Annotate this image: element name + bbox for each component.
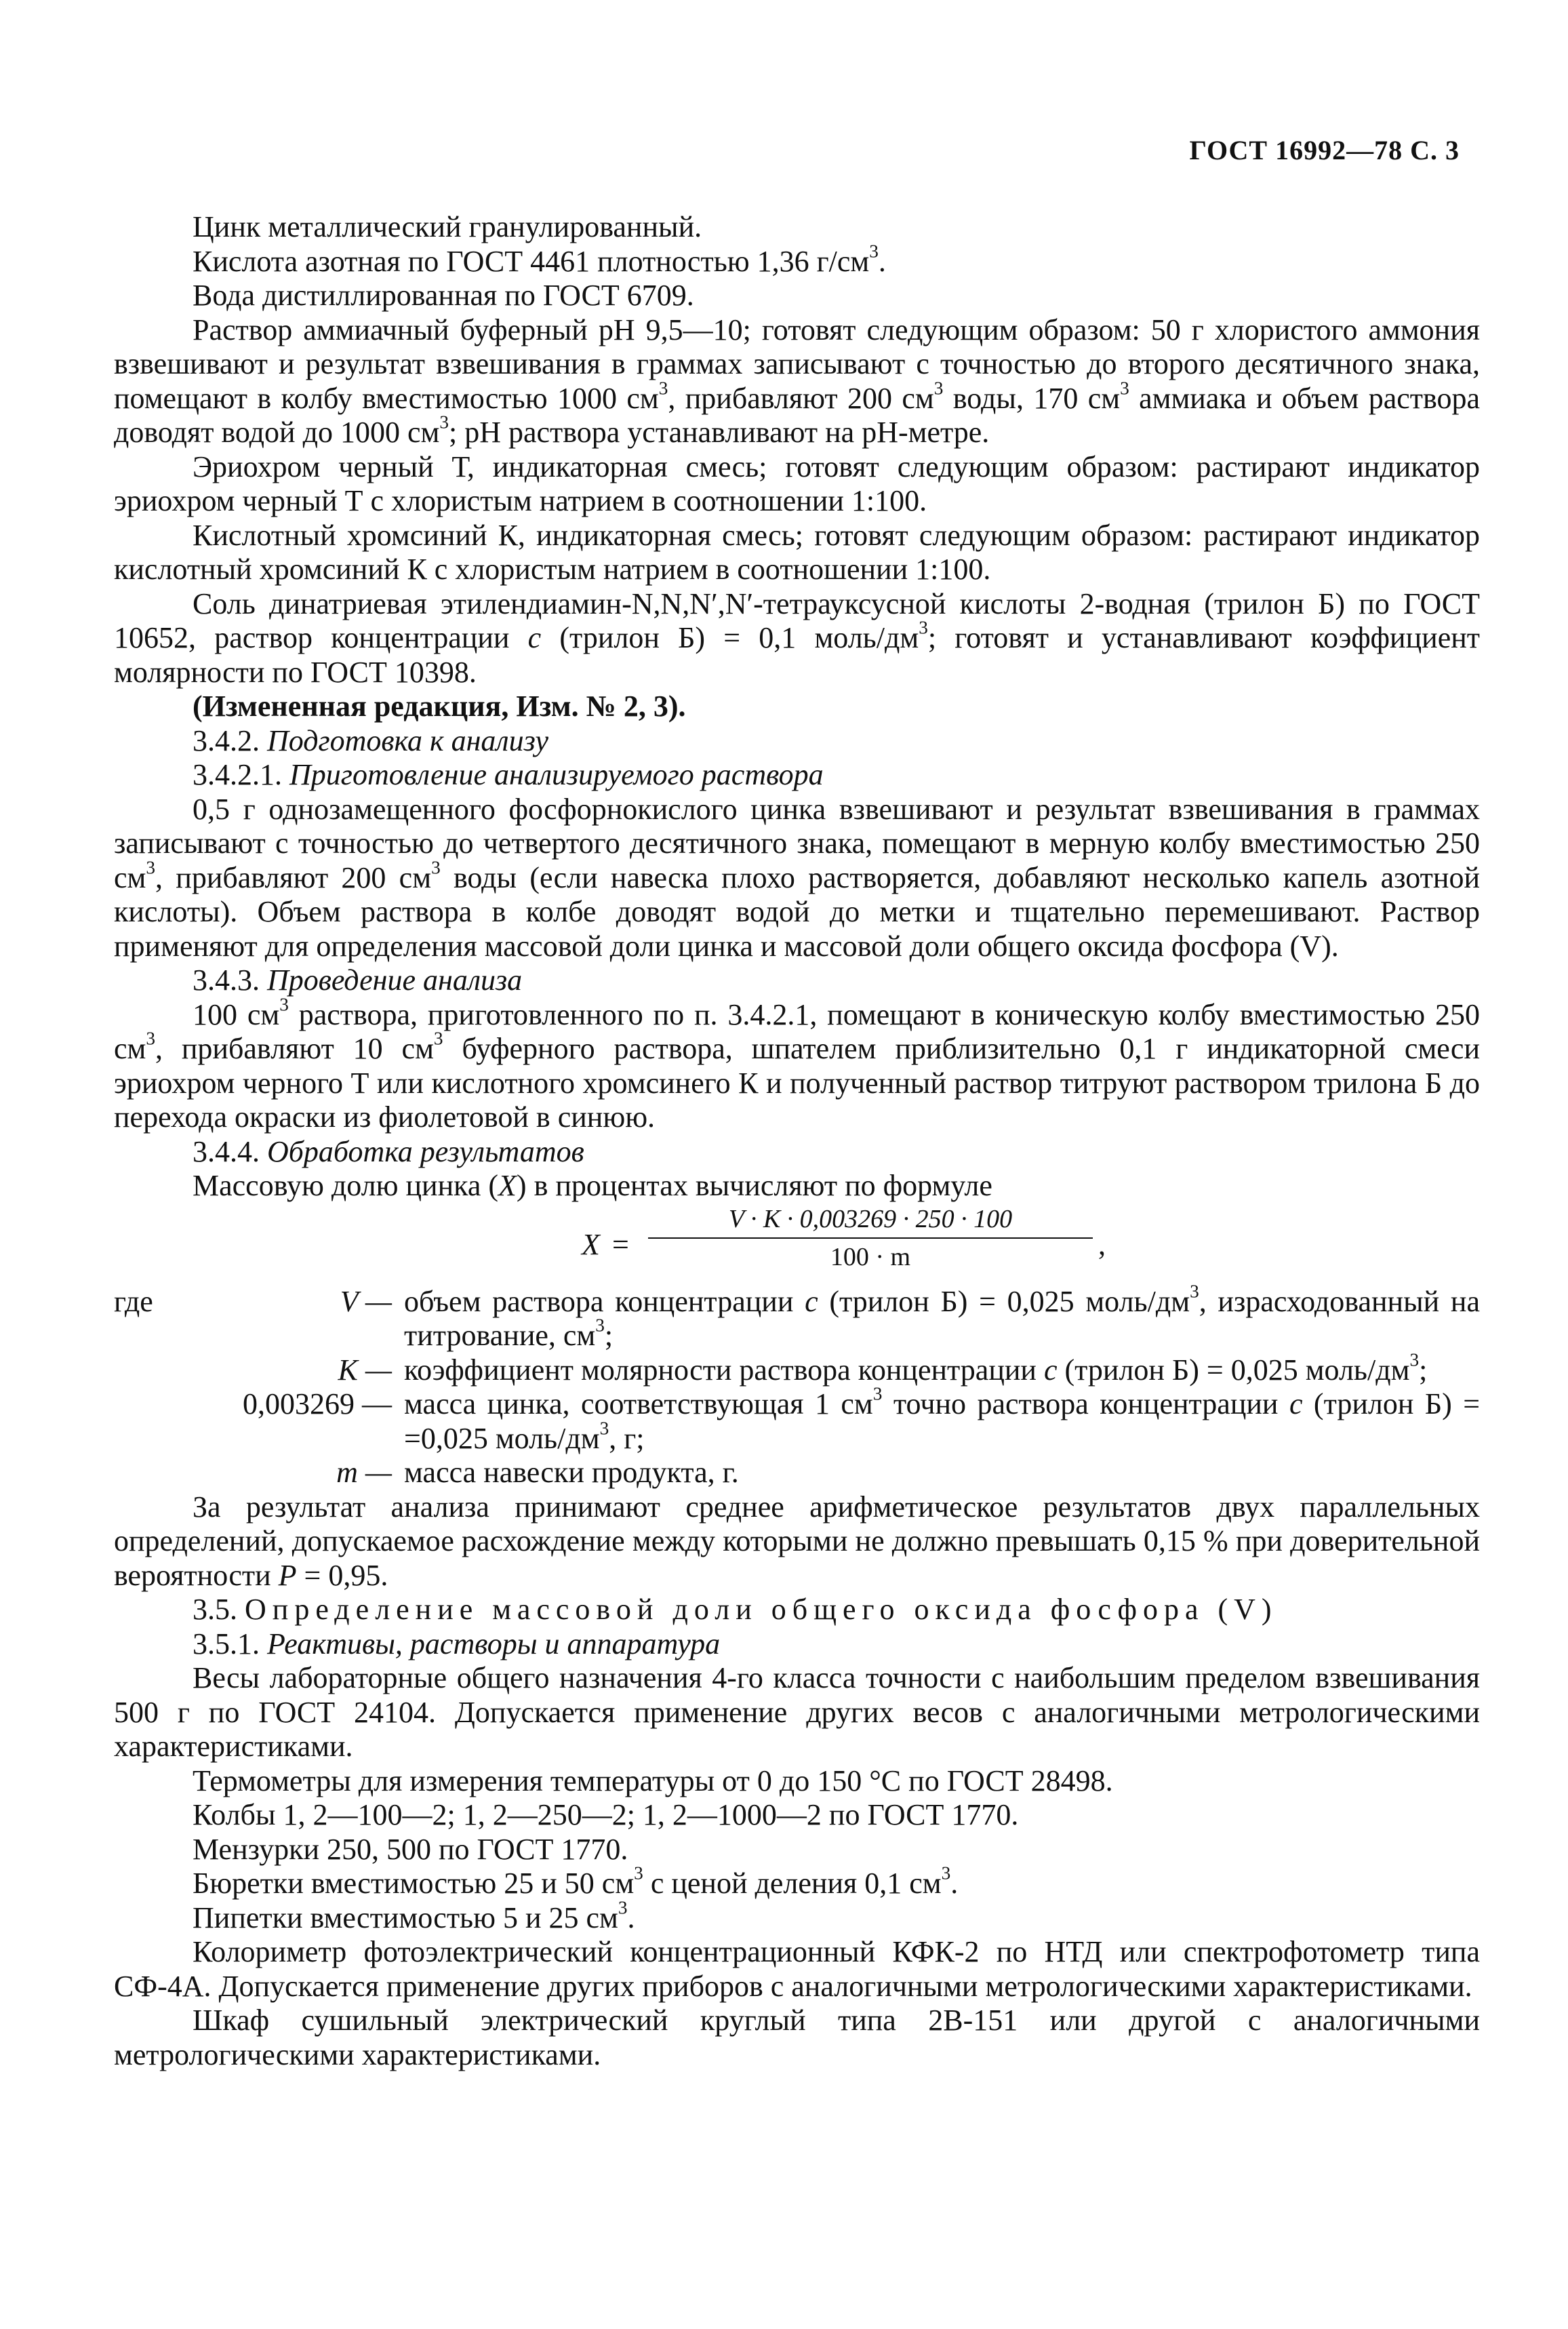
text: Цинк металлический гранулированный. (193, 210, 702, 243)
reagent-eriochrome (114, 450, 1480, 519)
legend-symbol: m — (336, 1456, 392, 1489)
text: Вода дистиллированная по ГОСТ 6709. (193, 279, 694, 312)
section-3-4-3 (114, 963, 1480, 998)
superscript: 3 (872, 1383, 883, 1404)
analysis-procedure-text (114, 994, 1481, 1135)
text: c (805, 1284, 818, 1318)
legend-description (404, 1383, 1481, 1456)
text: аммиака и объем раствора доводят водой до 1000 см (114, 381, 1480, 449)
text: буферного раствора, шпателем приблизительно 0,1 г индикаторной смеси эриохром черного Т или кислотного хромсинего К и полученный раствор титруют раствором трилона Б до перехода окраски из фиолетовой в синюю. (114, 1032, 1480, 1134)
legend-where: где (114, 1284, 153, 1318)
text: Соль динатриевая этилендиамин-N,N,N′,N′-тетрауксусной кислоты 2-водная (трилон Б) по ГОСТ 10652, раствор концентрации (114, 586, 1480, 654)
section-3-5-1 (114, 1627, 1480, 1662)
text: Колбы 1, 2—100—2; 1, 2—250—2; 1, 2—1000—2 по ГОСТ 1770. (193, 1798, 1019, 1831)
section-title: Подготовка к анализу (267, 723, 548, 757)
section-3-4-2-1 (114, 758, 1480, 793)
section-3-4-2 (114, 724, 1480, 759)
apparatus-drying-cabinet (114, 2004, 1480, 2072)
apparatus-scales (114, 1661, 1480, 1764)
section-title: Обработка результатов (267, 1134, 584, 1168)
text: P (278, 1558, 297, 1592)
text: Термометры для измерения температуры от 0 до 150 °С по ГОСТ 28498. (193, 1764, 1113, 1797)
text: Весы лабораторные общего назначения 4-го класса точности с наибольшим пределом взвешивания 500 г по ГОСТ 24104. Допускается применение других весов с аналогичными метрологическими характеристиками. (114, 1661, 1480, 1763)
formula-intro (114, 1169, 1480, 1203)
superscript: 3 (433, 1028, 443, 1049)
superscript: 3 (146, 857, 156, 878)
text: (трилон Б) = 0,025 моль/дм (818, 1284, 1190, 1318)
apparatus-colorimeter (114, 1935, 1480, 2004)
section-3-4-4 (114, 1135, 1480, 1170)
legend-row (114, 1387, 1480, 1456)
text: Шкаф сушильный электрический круглый типа 2В-151 или другой с аналогичными метрологическими характеристиками. (114, 2004, 1480, 2071)
superscript: 3 (146, 1028, 156, 1049)
text: = 0,95. (296, 1558, 388, 1592)
text: Колориметр фотоэлектрический концентрационный КФК-2 по НТД или спектрофотометр типа СФ-4А. Допускается применение других приборов с аналогичными метрологическими характеристиками. (114, 1935, 1480, 2003)
superscript: 3 (634, 1863, 643, 1884)
text: , г; (609, 1421, 645, 1455)
text: Кислота азотная по ГОСТ 4461 плотностью 1,36 г/см (193, 244, 870, 278)
text: Массовую долю цинка ( (193, 1169, 499, 1202)
amendment-note: (Измененная редакция, Изм. № 2, 3). (193, 690, 686, 723)
reagent-water (114, 279, 1480, 313)
text: , прибавляют 10 см (155, 1032, 434, 1065)
superscript: 3 (439, 412, 449, 433)
apparatus-burettes (114, 1863, 1480, 1901)
text: (трилон Б) = 0,1 моль/дм (541, 621, 919, 654)
legend-description (404, 1281, 1480, 1353)
formula-fraction (648, 1203, 1093, 1273)
text: с ценой деления 0,1 см (643, 1867, 942, 1900)
text: X (498, 1169, 517, 1202)
text: Мензурки 250, 500 по ГОСТ 1770. (193, 1832, 628, 1866)
apparatus-flasks (114, 1798, 1480, 1833)
text: ; pH раствора устанавливают на pH-метре. (449, 416, 990, 449)
text: , израсходованный на титрование, см (404, 1284, 1480, 1352)
text: ; (604, 1319, 614, 1352)
section-number: 3.4.3. (193, 963, 267, 997)
legend-row (114, 1285, 1480, 1353)
superscript: 3 (1120, 378, 1129, 399)
superscript: 3 (933, 378, 944, 399)
section-title: Проведение анализа (267, 963, 523, 997)
reagent-trilon (114, 587, 1480, 690)
formula-numerator: V · K · 0,003269 · 250 · 100 (648, 1203, 1093, 1239)
superscript: 3 (658, 378, 668, 399)
legend-description (404, 1349, 1480, 1388)
section-title: Определение массовой доли общего оксида фосфора (V) (245, 1593, 1278, 1626)
superscript: 3 (941, 1863, 951, 1884)
text: объем раствора концентрации (404, 1284, 805, 1318)
section-number: 3.5. (193, 1593, 245, 1626)
superscript: 3 (919, 617, 928, 638)
text: c (1289, 1387, 1303, 1420)
formula-equals: = (612, 1227, 629, 1261)
text: Пипетки вместимостью 5 и 25 см (193, 1900, 618, 1934)
text: Раствор аммиачный буферный pH 9,5—10; готовят следующим образом: 50 г хлористого аммония взвешивают и результат взвешивания в граммах записывают с точностью до второго десятичного знака, помещают в колбу вместимостью 1000 см (114, 313, 1480, 415)
section-3-5 (114, 1593, 1480, 1627)
text: Бюретки вместимостью 25 и 50 см (193, 1867, 635, 1900)
text: раствора, приготовленного по п. 3.4.2.1, помещают в коническую колбу вместимостью 250 см (114, 997, 1481, 1065)
text: 100 см (193, 997, 280, 1031)
legend-description: масса навески продукта, г. (404, 1456, 739, 1489)
section-number: 3.4.2.1. (193, 758, 289, 791)
formula-legend (114, 1281, 1481, 1490)
superscript: 3 (618, 1897, 628, 1918)
superscript: 3 (595, 1315, 605, 1336)
text: 0,5 г однозамещенного фосфорнокислого цинка взвешивают и результат взвешивания в граммах записывают с точностью до четвертого десятичного знака, помещают в мерную колбу вместимостью 250 см (114, 792, 1480, 894)
page-header: ГОСТ 16992—78 С. 3 (1189, 135, 1460, 165)
apparatus-cylinders (114, 1833, 1480, 1867)
reagent-nitric-acid (114, 241, 1480, 279)
formula-lhs: X (582, 1227, 600, 1261)
result-acceptance-text (114, 1490, 1480, 1593)
text: c (527, 621, 542, 654)
legend-symbol: K — (338, 1353, 392, 1387)
superscript: 3 (599, 1418, 609, 1439)
text: ) в процентах вычисляют по формуле (516, 1169, 992, 1202)
text: За результат анализа принимают среднее арифметическое результатов двух параллельных определений, допускаемое расхождение между которыми не должно превышать 0,15 % при доверительной вероятности (114, 1490, 1480, 1592)
text: Эриохром черный Т, индикаторная смесь; готовят следующим образом: растирают индикатор эриохром черный Т с хлористым натрием в соотношении 1:100. (114, 450, 1480, 517)
text: масса цинка, соответствующая 1 см (404, 1387, 873, 1420)
section-number: 3.4.2. (193, 723, 267, 757)
text: . (627, 1900, 635, 1934)
reagent-chromsiniy (114, 519, 1480, 587)
document-body (114, 210, 1480, 2072)
section-title: Реактивы, растворы и аппаратура (267, 1627, 721, 1660)
reagent-buffer-solution (114, 313, 1480, 450)
legend-row (114, 1456, 1480, 1490)
text: , прибавляют 200 см (668, 381, 934, 415)
legend-symbol: 0,003269 — (243, 1387, 392, 1420)
superscript: 3 (279, 994, 289, 1015)
superscript: 3 (1190, 1281, 1199, 1302)
superscript: 3 (431, 857, 441, 878)
text: . (950, 1867, 959, 1900)
text: воды, 170 см (943, 381, 1121, 415)
text: ; (1419, 1353, 1428, 1387)
text: (трилон Б) = =0,025 моль/дм (404, 1387, 1481, 1455)
formula-comma: , (1098, 1227, 1106, 1261)
legend-row (114, 1353, 1480, 1388)
text: , прибавляют 200 см (155, 860, 432, 894)
section-number: 3.5.1. (193, 1627, 267, 1660)
legend-symbol: V — (340, 1284, 392, 1318)
text: коэффициент молярности раствора концентрации (404, 1353, 1044, 1387)
text: ; готовят и устанавливают коэффициент молярности по ГОСТ 10398. (114, 621, 1481, 689)
text: Кислотный хромсиний К, индикаторная смесь; готовят следующим образом: растирают индикатор кислотный хромсиний К с хлористым натрием в соотношении 1:100. (114, 518, 1480, 586)
reagent-zinc (114, 210, 1480, 245)
text: c (1043, 1353, 1058, 1387)
text: точно раствора концентрации (882, 1387, 1289, 1420)
sample-preparation-text (114, 793, 1480, 964)
text: . (878, 244, 886, 278)
text: воды (если навеска плохо растворяется, добавляют несколько капель азотной кислоты). Объем раствора в колбе доводят водой до метки и тщательно перемешивают. Раствор применяют для определения массовой доли цинка и массовой доли общего оксида фосфора (V). (114, 860, 1480, 963)
superscript: 3 (1409, 1349, 1420, 1370)
formula-denominator: 100 · m (830, 1242, 911, 1271)
section-number: 3.4.4. (193, 1134, 267, 1168)
superscript: 3 (869, 241, 879, 262)
apparatus-thermometers (114, 1764, 1480, 1799)
text: (трилон Б) = 0,025 моль/дм (1057, 1353, 1410, 1387)
section-title: Приготовление анализируемого раствора (289, 758, 824, 791)
apparatus-pipettes (114, 1897, 1480, 1936)
zinc-fraction-formula (114, 1203, 1480, 1285)
